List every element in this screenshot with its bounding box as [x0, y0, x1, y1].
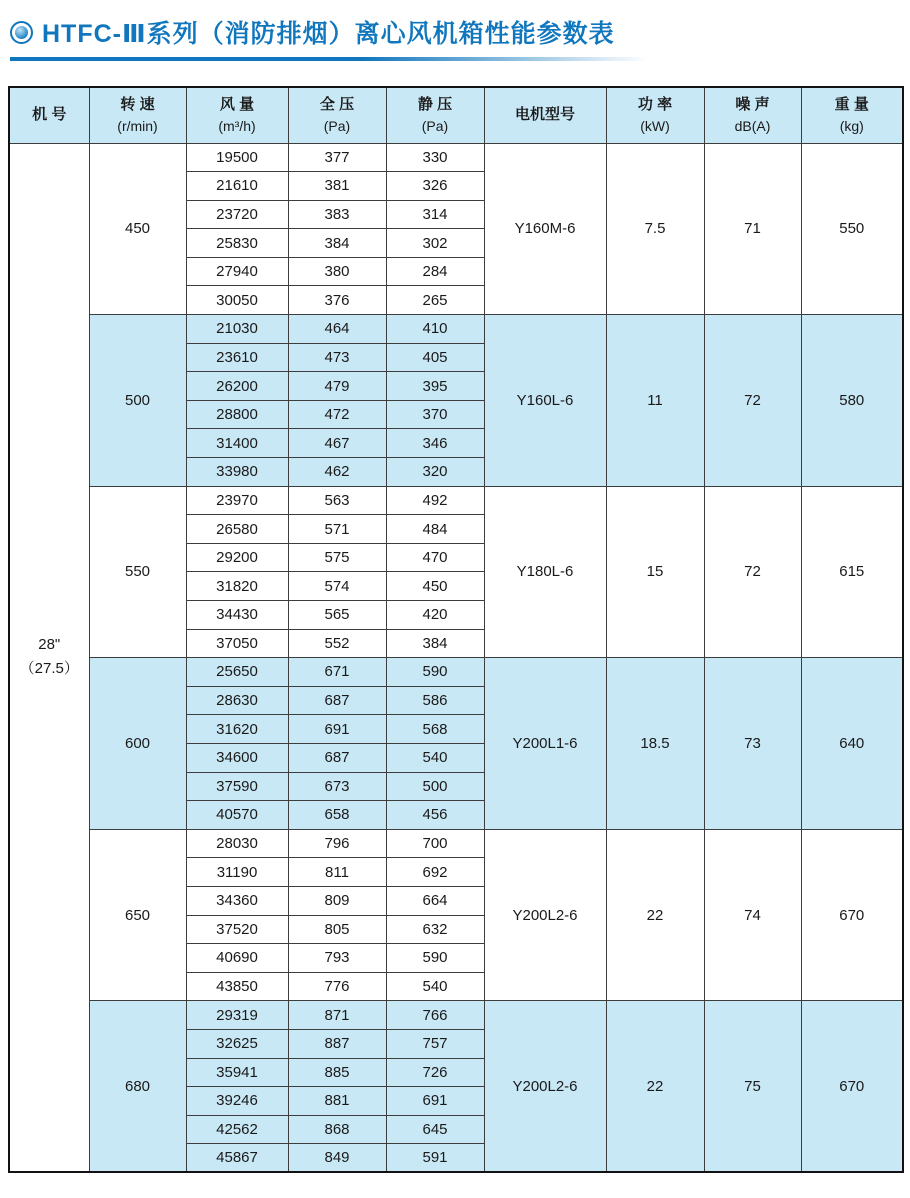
- airflow-cell: 19500: [186, 143, 288, 172]
- motor-model-cell: Y200L2-6: [484, 1001, 606, 1173]
- performance-table: [8, 86, 904, 1173]
- static-pressure-cell: 302: [386, 229, 484, 258]
- static-pressure-cell: 692: [386, 858, 484, 887]
- noise-cell: 74: [704, 829, 801, 1001]
- page-title: HTFC-Ⅲ系列（消防排烟）离心风机箱性能参数表: [42, 20, 615, 48]
- speed-cell: 650: [89, 829, 186, 1001]
- airflow-cell: 23610: [186, 343, 288, 372]
- static-pressure-cell: 492: [386, 486, 484, 515]
- table-header-row: [9, 87, 903, 143]
- static-pressure-cell: 726: [386, 1058, 484, 1087]
- weight-cell: 670: [801, 829, 903, 1001]
- total-pressure-cell: 687: [288, 686, 386, 715]
- total-pressure-cell: 565: [288, 601, 386, 630]
- static-pressure-cell: 456: [386, 801, 484, 830]
- airflow-cell: 21030: [186, 315, 288, 344]
- table-row: [9, 315, 903, 344]
- col-header-power: 功 率 (kW): [606, 87, 704, 143]
- static-pressure-cell: 450: [386, 572, 484, 601]
- speed-cell: 600: [89, 658, 186, 830]
- power-cell: 15: [606, 486, 704, 658]
- airflow-cell: 34600: [186, 743, 288, 772]
- static-pressure-cell: 484: [386, 515, 484, 544]
- static-pressure-cell: 395: [386, 372, 484, 401]
- noise-cell: 72: [704, 315, 801, 487]
- noise-cell: 72: [704, 486, 801, 658]
- airflow-cell: 32625: [186, 1029, 288, 1058]
- total-pressure-cell: 881: [288, 1087, 386, 1116]
- total-pressure-cell: 796: [288, 829, 386, 858]
- noise-cell: 71: [704, 143, 801, 315]
- total-pressure-cell: 691: [288, 715, 386, 744]
- machine-no-size: 28": [38, 636, 61, 654]
- total-pressure-cell: 384: [288, 229, 386, 258]
- total-pressure-cell: 793: [288, 944, 386, 973]
- static-pressure-cell: 632: [386, 915, 484, 944]
- bullseye-icon: [10, 21, 33, 44]
- airflow-cell: 21610: [186, 172, 288, 201]
- static-pressure-cell: 265: [386, 286, 484, 315]
- col-header-airflow: 风 量 (m³/h): [186, 87, 288, 143]
- total-pressure-cell: 381: [288, 172, 386, 201]
- weight-cell: 670: [801, 1001, 903, 1173]
- static-pressure-cell: 590: [386, 944, 484, 973]
- airflow-cell: 40570: [186, 801, 288, 830]
- total-pressure-cell: 552: [288, 629, 386, 658]
- static-pressure-cell: 410: [386, 315, 484, 344]
- total-pressure-cell: 464: [288, 315, 386, 344]
- total-pressure-cell: 871: [288, 1001, 386, 1030]
- airflow-cell: 23970: [186, 486, 288, 515]
- total-pressure-cell: 809: [288, 886, 386, 915]
- airflow-cell: 40690: [186, 944, 288, 973]
- airflow-cell: 31620: [186, 715, 288, 744]
- col-header-total-pressure: 全 压 (Pa): [288, 87, 386, 143]
- total-pressure-cell: 380: [288, 257, 386, 286]
- speed-cell: 450: [89, 143, 186, 315]
- total-pressure-cell: 571: [288, 515, 386, 544]
- title-underline: [10, 57, 648, 61]
- airflow-cell: 42562: [186, 1115, 288, 1144]
- table-row: [9, 658, 903, 687]
- airflow-cell: 37050: [186, 629, 288, 658]
- total-pressure-cell: 673: [288, 772, 386, 801]
- airflow-cell: 28030: [186, 829, 288, 858]
- static-pressure-cell: 568: [386, 715, 484, 744]
- static-pressure-cell: 370: [386, 400, 484, 429]
- motor-model-cell: Y160L-6: [484, 315, 606, 487]
- motor-model-cell: Y160M-6: [484, 143, 606, 315]
- airflow-cell: 27940: [186, 257, 288, 286]
- static-pressure-cell: 591: [386, 1144, 484, 1173]
- static-pressure-cell: 384: [386, 629, 484, 658]
- static-pressure-cell: 470: [386, 543, 484, 572]
- machine-no-cell: [9, 143, 89, 1172]
- table-row: [9, 829, 903, 858]
- airflow-cell: 26580: [186, 515, 288, 544]
- total-pressure-cell: 658: [288, 801, 386, 830]
- total-pressure-cell: 574: [288, 572, 386, 601]
- airflow-cell: 37520: [186, 915, 288, 944]
- airflow-cell: 31400: [186, 429, 288, 458]
- airflow-cell: 30050: [186, 286, 288, 315]
- static-pressure-cell: 590: [386, 658, 484, 687]
- total-pressure-cell: 811: [288, 858, 386, 887]
- total-pressure-cell: 563: [288, 486, 386, 515]
- airflow-cell: 28630: [186, 686, 288, 715]
- page-header: [0, 0, 910, 61]
- col-header-motor-model: 电机型号: [484, 87, 606, 143]
- airflow-cell: 34360: [186, 886, 288, 915]
- noise-cell: 75: [704, 1001, 801, 1173]
- static-pressure-cell: 540: [386, 743, 484, 772]
- airflow-cell: 33980: [186, 458, 288, 487]
- speed-cell: 550: [89, 486, 186, 658]
- total-pressure-cell: 472: [288, 400, 386, 429]
- airflow-cell: 26200: [186, 372, 288, 401]
- total-pressure-cell: 479: [288, 372, 386, 401]
- airflow-cell: 31190: [186, 858, 288, 887]
- col-header-weight: 重 量 (kg): [801, 87, 903, 143]
- airflow-cell: 31820: [186, 572, 288, 601]
- total-pressure-cell: 805: [288, 915, 386, 944]
- power-cell: 11: [606, 315, 704, 487]
- total-pressure-cell: 575: [288, 543, 386, 572]
- speed-cell: 500: [89, 315, 186, 487]
- airflow-cell: 34430: [186, 601, 288, 630]
- total-pressure-cell: 473: [288, 343, 386, 372]
- weight-cell: 550: [801, 143, 903, 315]
- power-cell: 22: [606, 1001, 704, 1173]
- table-row: [9, 486, 903, 515]
- static-pressure-cell: 700: [386, 829, 484, 858]
- airflow-cell: 29319: [186, 1001, 288, 1030]
- motor-model-cell: Y200L2-6: [484, 829, 606, 1001]
- static-pressure-cell: 320: [386, 458, 484, 487]
- airflow-cell: 39246: [186, 1087, 288, 1116]
- table-row: [9, 143, 903, 172]
- airflow-cell: 45867: [186, 1144, 288, 1173]
- static-pressure-cell: 346: [386, 429, 484, 458]
- airflow-cell: 37590: [186, 772, 288, 801]
- power-cell: 22: [606, 829, 704, 1001]
- total-pressure-cell: 776: [288, 972, 386, 1001]
- airflow-cell: 23720: [186, 200, 288, 229]
- static-pressure-cell: 766: [386, 1001, 484, 1030]
- total-pressure-cell: 377: [288, 143, 386, 172]
- col-header-machine-no: 机 号: [9, 87, 89, 143]
- static-pressure-cell: 586: [386, 686, 484, 715]
- total-pressure-cell: 376: [288, 286, 386, 315]
- static-pressure-cell: 284: [386, 257, 484, 286]
- static-pressure-cell: 691: [386, 1087, 484, 1116]
- airflow-cell: 25830: [186, 229, 288, 258]
- col-header-noise: 噪 声 dB(A): [704, 87, 801, 143]
- power-cell: 7.5: [606, 143, 704, 315]
- total-pressure-cell: 671: [288, 658, 386, 687]
- airflow-cell: 28800: [186, 400, 288, 429]
- weight-cell: 615: [801, 486, 903, 658]
- weight-cell: 580: [801, 315, 903, 487]
- static-pressure-cell: 330: [386, 143, 484, 172]
- total-pressure-cell: 383: [288, 200, 386, 229]
- static-pressure-cell: 500: [386, 772, 484, 801]
- total-pressure-cell: 868: [288, 1115, 386, 1144]
- col-header-speed: 转 速 (r/min): [89, 87, 186, 143]
- static-pressure-cell: 757: [386, 1029, 484, 1058]
- airflow-cell: 29200: [186, 543, 288, 572]
- total-pressure-cell: 462: [288, 458, 386, 487]
- total-pressure-cell: 467: [288, 429, 386, 458]
- total-pressure-cell: 849: [288, 1144, 386, 1173]
- static-pressure-cell: 645: [386, 1115, 484, 1144]
- static-pressure-cell: 326: [386, 172, 484, 201]
- airflow-cell: 25650: [186, 658, 288, 687]
- static-pressure-cell: 420: [386, 601, 484, 630]
- power-cell: 18.5: [606, 658, 704, 830]
- total-pressure-cell: 687: [288, 743, 386, 772]
- motor-model-cell: Y180L-6: [484, 486, 606, 658]
- col-header-static-pressure: 静 压 (Pa): [386, 87, 484, 143]
- static-pressure-cell: 664: [386, 886, 484, 915]
- total-pressure-cell: 885: [288, 1058, 386, 1087]
- total-pressure-cell: 887: [288, 1029, 386, 1058]
- noise-cell: 73: [704, 658, 801, 830]
- weight-cell: 640: [801, 658, 903, 830]
- motor-model-cell: Y200L1-6: [484, 658, 606, 830]
- table-row: [9, 1001, 903, 1030]
- machine-no-size-alt: （27.5）: [19, 660, 79, 678]
- airflow-cell: 35941: [186, 1058, 288, 1087]
- static-pressure-cell: 405: [386, 343, 484, 372]
- airflow-cell: 43850: [186, 972, 288, 1001]
- static-pressure-cell: 314: [386, 200, 484, 229]
- speed-cell: 680: [89, 1001, 186, 1173]
- static-pressure-cell: 540: [386, 972, 484, 1001]
